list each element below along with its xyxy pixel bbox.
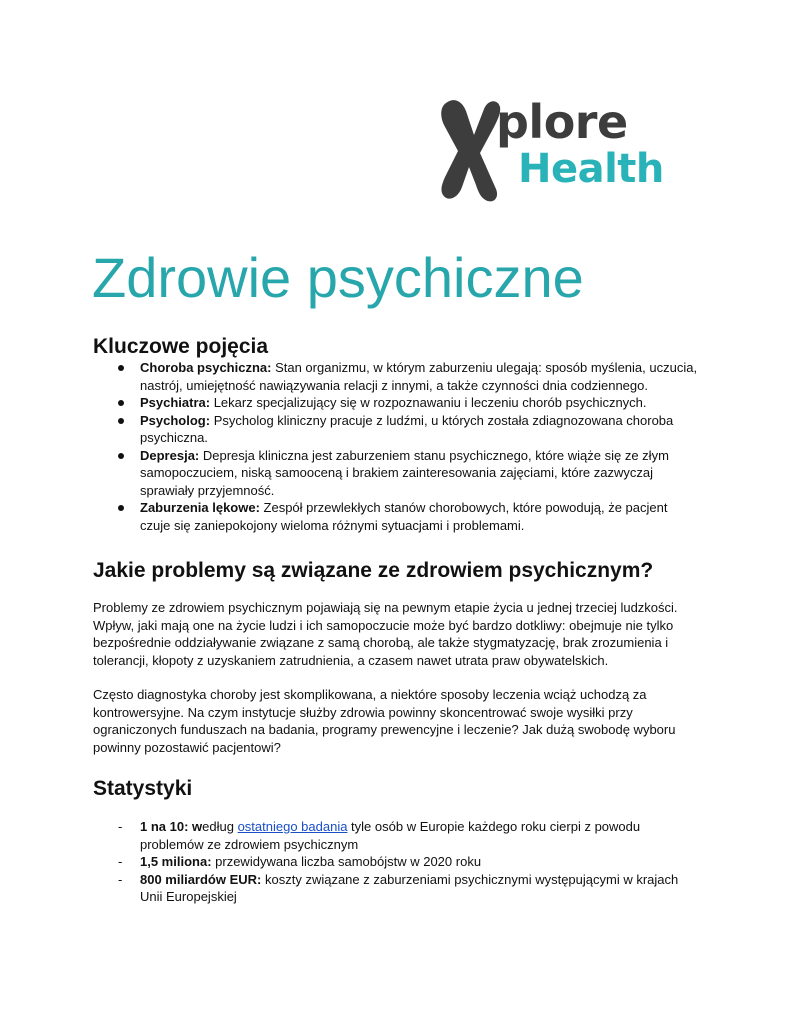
x-letter-logo-icon (436, 95, 502, 205)
list-item (118, 447, 698, 500)
list-item (118, 412, 698, 447)
term-label: Depresja: (140, 447, 200, 463)
bullet-icon (118, 418, 124, 424)
bullet-icon (118, 505, 124, 511)
list-item (118, 818, 698, 853)
term-label: Psycholog: (140, 412, 211, 428)
list-item (118, 853, 698, 871)
term-definition: Lekarz specjalizujący się w rozpoznawaniu i leczeniu chorób psychicznych. (210, 395, 647, 410)
paragraph-problems-2: Często diagnostyka choroby jest skomplikowana, a niektóre sposoby leczenia wciąż uchodzą za kontrowersyjne. Na czym instytucje służby zdrowia powinny skoncentrować swoje wysiłki przy ograniczonych funduszach na badania, programy prewencyjne i leczenie? Jak dużą swobodę wyboru powinny pozostawić pacjentowi? (93, 687, 676, 755)
term-definition: Depresja kliniczna jest zaburzeniem stanu psychicznego, które wiąże się ze złym samopoczuciem, niską samooceną i brakiem zainteresowania zajęciami, które zazwyczaj sprawiały przyjemność. (140, 447, 669, 498)
term-label: Zaburzenia lękowe: (140, 500, 260, 515)
term-definition: Zespół przewlekłych stanów chorobowych, które powodują, że pacjent czuje się zaniepokojony wieloma różnymi sytuacjami i problemami. (140, 500, 668, 533)
logo-word-health: Health (518, 146, 664, 192)
bullet-icon (118, 365, 124, 371)
term-label: Psychiatra: (140, 395, 211, 410)
section-heading-statistics: Statystyki (93, 777, 193, 800)
page-title: Zdrowie psychiczne (92, 246, 584, 309)
stat-value: 800 miliardów EUR: (140, 871, 262, 887)
stat-text: przewidywana liczba samobójstw w 2020 roku (211, 854, 482, 869)
dash-bullet: - (118, 819, 123, 834)
stat-text: tyle osób w Europie każdego roku cierpi z powodu problemów ze zdrowiem psychicznym (140, 819, 641, 852)
term-label: Choroba psychiczna: (140, 360, 272, 375)
dash-bullet: - (118, 854, 123, 869)
term-definition: Psycholog kliniczny pracuje z ludźmi, u których została zdiagnozowana choroba psychiczna. (140, 412, 674, 445)
bullet-icon (118, 400, 124, 406)
list-item (118, 359, 698, 394)
list-item (118, 499, 698, 534)
stat-text: edług (202, 819, 238, 834)
key-concepts-list (118, 359, 698, 534)
list-item (118, 871, 698, 906)
list-item (118, 394, 698, 412)
xplore-health-logo (436, 95, 686, 205)
dash-bullet: - (118, 871, 123, 887)
bullet-icon (118, 453, 124, 459)
logo-word-plore: plore (496, 95, 628, 149)
stat-value: 1 na 10: w (140, 819, 203, 834)
stat-text: koszty związane z zaburzeniami psychicznymi występującymi w krajach Unii Europejskiej (140, 871, 679, 904)
section-heading-problems: Jakie problemy są związane ze zdrowiem psychicznym? (93, 559, 654, 582)
paragraph-problems-1: Problemy ze zdrowiem psychicznym pojawiają się na pewnym etapie życia u jednej trzeciej ludzkości. Wpływ, jaki mają one na życie ludzi i ich samopoczucie może być bardzo dotkliwy: obejmuje nie tylko bezpośrednie oddziaływanie związane z samą chorobą, ale także stygmatyzację, brak zrozumienia i tolerancji, kłopoty z uzyskaniem zatrudnienia, a czasem nawet utrata praw obywatelskich. (93, 600, 678, 668)
stat-value: 1,5 miliona: (140, 854, 212, 869)
section-heading-key-concepts: Kluczowe pojęcia (93, 335, 269, 358)
latest-study-link[interactable]: ostatniego badania (237, 819, 348, 834)
statistics-list (118, 818, 698, 906)
term-definition: Stan organizmu, w którym zaburzeniu ulegają: sposób myślenia, uczucia, nastrój, umiejętność nawiązywania relacji z innymi, a także czynności dnia codziennego. (140, 360, 698, 393)
